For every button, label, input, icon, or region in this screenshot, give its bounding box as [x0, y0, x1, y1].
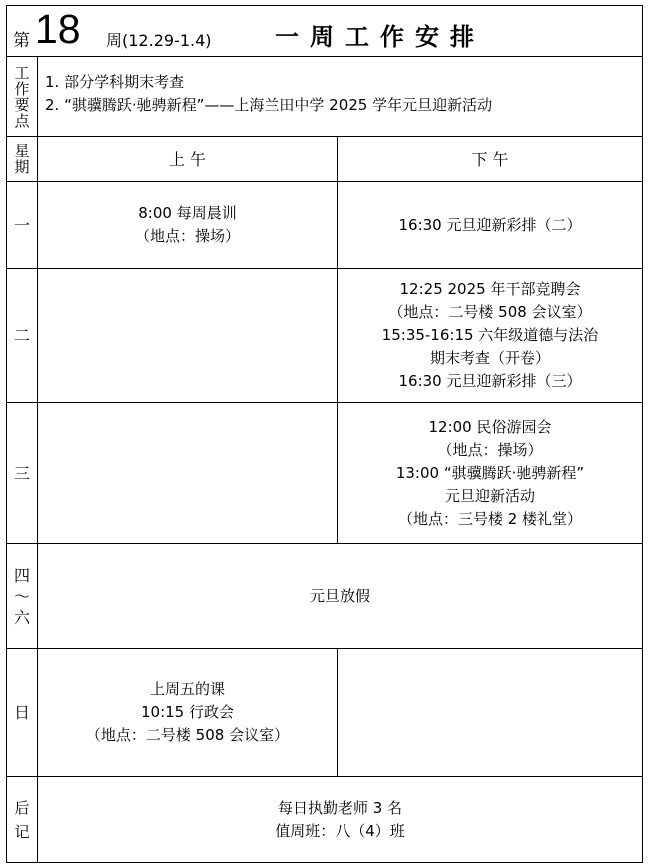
column-header-row [7, 137, 642, 182]
schedule-line: 期末考查（开卷） [429, 349, 550, 367]
schedule-line: 16:30 元旦迎新彩排（三） [398, 372, 582, 390]
key-points-label [7, 57, 38, 136]
schedule-line: 元旦放假 [309, 586, 370, 605]
pm-cell [338, 403, 642, 543]
day-row-wed [7, 403, 642, 544]
key-point-item: 2. “骐骥腾跃·驰骋新程”——上海兰田中学 2025 学年元旦迎新活动 [45, 96, 493, 114]
schedule-line: （地点：二号楼 508 会议室） [388, 303, 592, 321]
day-label: 三 [7, 403, 38, 543]
pm-cell [338, 182, 642, 268]
week-prefix: 第 [13, 31, 30, 51]
schedule-line: （地点：操场） [437, 440, 543, 459]
postscript-line: 每日执勤老师 3 名 [277, 798, 403, 817]
key-points-label-text: 工作要点 [14, 63, 30, 130]
schedule-line: 15:35-16:15 六年级道德与法治 [381, 326, 599, 344]
key-points-list [45, 71, 492, 117]
pm-header: 下 午 [471, 149, 509, 169]
schedule-line: 8:00 每周晨训 [138, 204, 237, 222]
schedule-line: 16:30 元旦迎新彩排（二） [398, 215, 582, 234]
day-row-thu-sat [7, 544, 642, 649]
schedule-line: （地点：二号楼 508 会议室） [85, 726, 290, 744]
pm-cell [338, 269, 642, 402]
day-label-text: 四～六 [14, 565, 31, 627]
schedule-line: 12:00 民俗游园会 [428, 417, 552, 436]
schedule-line: 10:15 行政会 [141, 703, 234, 721]
postscript-line: 值周班：八（4）班 [275, 821, 405, 840]
key-point-item: 1. 部分学科期末考查 [45, 73, 185, 91]
day-label: 日 [7, 649, 38, 776]
day-label [7, 544, 38, 648]
full-day-cell [38, 544, 642, 648]
schedule-line: 12:25 2025 年干部竞聘会 [399, 280, 581, 298]
day-row-mon [7, 182, 642, 269]
weekday-label-text: 星期 [14, 142, 30, 176]
schedule-line: 13:00 “骐骥腾跃·驰骋新程” [395, 463, 585, 482]
postscript-cell [38, 777, 642, 862]
schedule-line: （地点：操场） [134, 227, 240, 245]
schedule-line: 上周五的课 [149, 680, 225, 698]
pm-cell [338, 649, 642, 776]
day-label: 一 [7, 182, 38, 268]
week-number: 18 [35, 6, 81, 52]
schedule-line: 元旦迎新活动 [444, 486, 535, 505]
day-row-sun [7, 649, 642, 777]
week-date-range: 周(12.29-1.4) [106, 31, 212, 50]
am-cell [38, 182, 338, 268]
page-title: 一周工作安排 [275, 23, 485, 51]
am-cell [38, 403, 338, 543]
day-label: 二 [7, 269, 38, 402]
postscript-row [7, 777, 642, 862]
day-row-tue [7, 269, 642, 403]
weekly-schedule-sheet [6, 5, 643, 863]
header-row [7, 6, 642, 57]
key-points-row [7, 57, 642, 137]
postscript-label [7, 777, 38, 862]
schedule-line: （地点：三号楼 2 楼礼堂） [397, 509, 583, 528]
am-header: 上 午 [38, 137, 338, 181]
am-cell [38, 649, 338, 776]
postscript-label-text: 后记 [14, 798, 30, 841]
weekday-label [7, 137, 38, 181]
am-cell [38, 269, 338, 402]
